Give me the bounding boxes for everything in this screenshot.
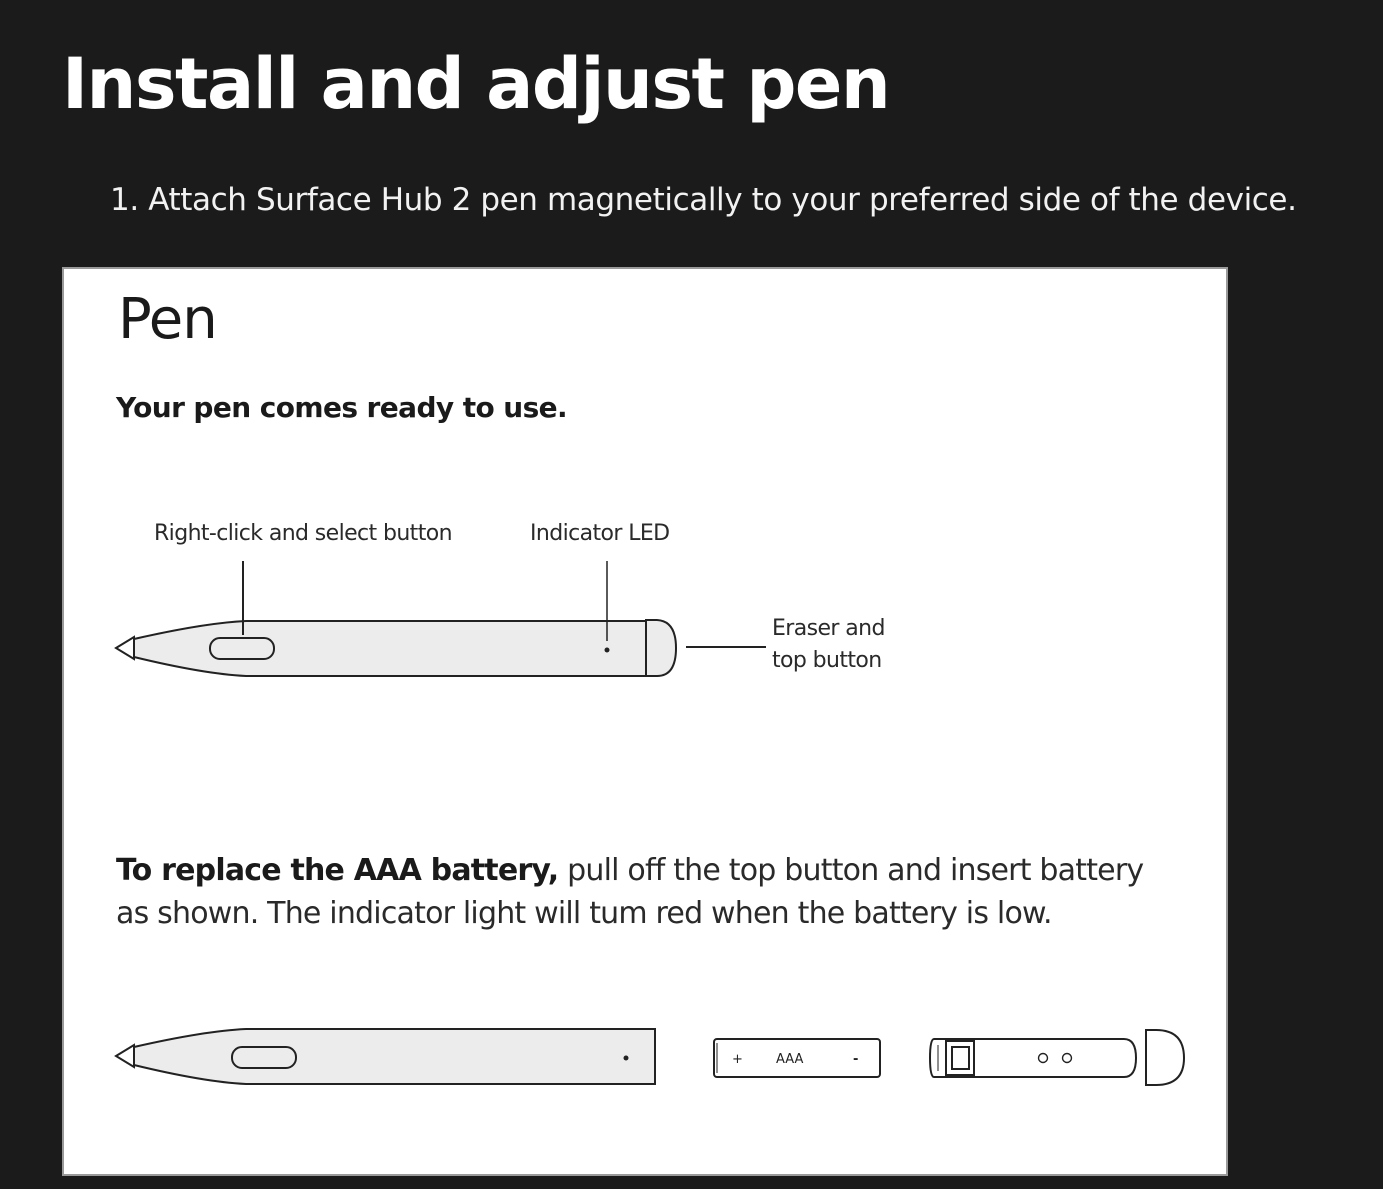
battery-instructions <box>116 849 1176 935</box>
pen-bottom-led-dot <box>624 1056 629 1061</box>
pen-top-side-button <box>210 638 274 659</box>
pen-bottom-tip <box>116 1045 134 1067</box>
battery-instructions-rest: pull off the top button and insert battery as shown. The indicator light will tum red when the battery is low. <box>116 853 1144 931</box>
callout-eraser-line-2: top button <box>772 648 882 673</box>
figure-subtitle: Your pen comes ready to use. <box>116 391 568 424</box>
pen-top-eraser <box>646 620 676 676</box>
pen-top-tip <box>116 637 134 659</box>
battery-minus-sign: - <box>853 1052 859 1067</box>
top-button-cap-drawing <box>930 1030 1184 1085</box>
callout-indicator-led: Indicator LED <box>530 521 670 546</box>
pen-bottom-body <box>134 1029 655 1084</box>
figure-title: Pen <box>118 287 217 352</box>
pen-bottom-side-button <box>232 1047 296 1068</box>
step-1-text: 1. Attach Surface Hub 2 pen magnetically to your preferred side of the device. <box>110 182 1297 218</box>
indicator-led-dot <box>605 648 610 653</box>
pen-bottom-drawing <box>116 1029 655 1084</box>
callout-right-click-button: Right-click and select button <box>154 521 452 546</box>
callout-eraser-top-button <box>772 613 912 677</box>
page-title: Install and adjust pen <box>62 43 890 125</box>
battery-instructions-lead: To replace the AAA battery, <box>116 853 559 888</box>
pen-top-drawing <box>116 561 766 676</box>
pen-illustration <box>62 267 1228 1176</box>
battery-aaa-label: AAA <box>776 1052 804 1067</box>
callout-eraser-line-1: Eraser and <box>772 616 885 641</box>
battery-plus-sign: + <box>732 1052 743 1067</box>
